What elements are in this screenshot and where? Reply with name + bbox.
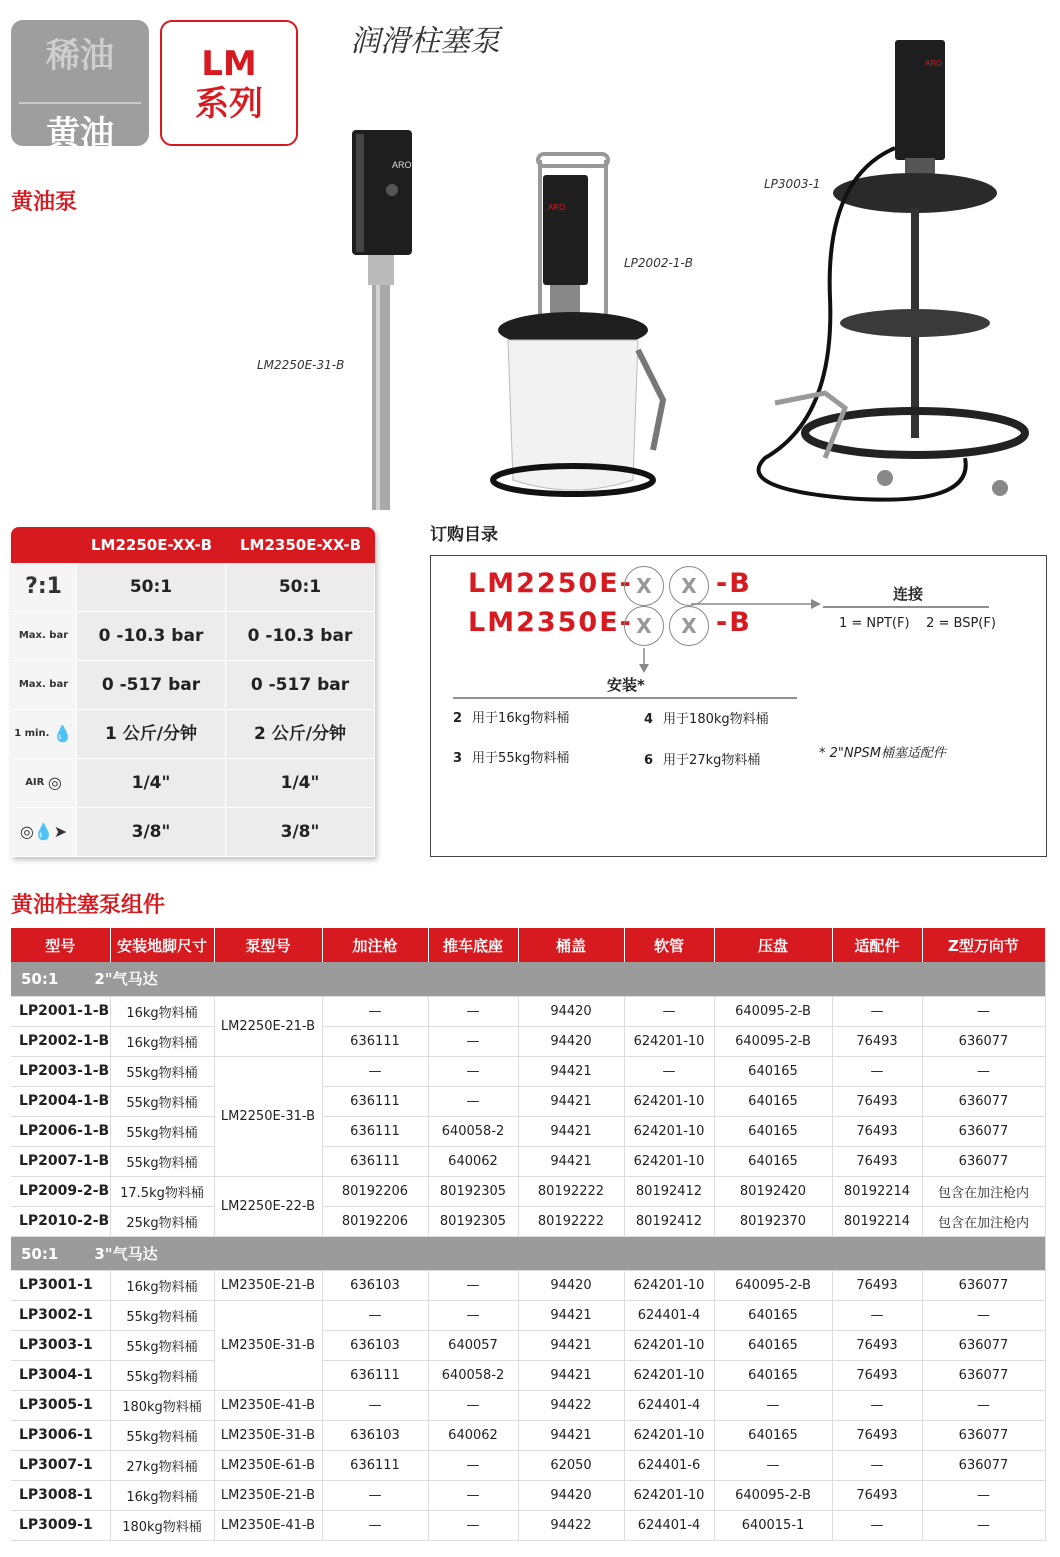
section-title-grease-pump: 黄油泵: [11, 190, 78, 215]
table-cell: 55kg物料桶: [110, 1056, 214, 1086]
table-cell: —: [428, 1086, 518, 1116]
table-cell: LP3008-1: [11, 1480, 110, 1510]
col-header-adapter: 适配件: [832, 928, 922, 962]
table-cell: —: [624, 1056, 714, 1086]
table-cell: 636077: [922, 1270, 1045, 1300]
table-cell: 624401-4: [624, 1390, 714, 1420]
table-cell: 636077: [922, 1330, 1045, 1360]
table-cell: 16kg物料桶: [110, 1026, 214, 1056]
table-row: [11, 1510, 1045, 1540]
model-code-lm2350e: LM2350E-: [468, 607, 633, 638]
table-cell: 180kg物料桶: [110, 1390, 214, 1420]
table-cell: LP2001-1-B: [11, 996, 110, 1026]
table-cell: —: [832, 1300, 922, 1330]
table-cell: —: [428, 1056, 518, 1086]
table-cell: 80192412: [624, 1176, 714, 1206]
svg-text:ARO: ARO: [548, 203, 566, 212]
table-row: [11, 1176, 1045, 1206]
table-cell: 636077: [922, 1116, 1045, 1146]
table-cell: 76493: [832, 1420, 922, 1450]
install-option-3: 3 用于55kg物料桶: [453, 751, 570, 766]
caption-pump2: LP2002-1-B: [624, 256, 693, 270]
table-cell: LP2002-1-B: [11, 1026, 110, 1056]
table-cell: —: [428, 1480, 518, 1510]
table-row: [11, 1360, 1045, 1390]
table-cell: 62050: [518, 1450, 624, 1480]
table-row: [11, 1330, 1045, 1360]
tab-grease-label: 黄油: [46, 114, 114, 154]
table-cell: 55kg物料桶: [110, 1360, 214, 1390]
table-cell: —: [832, 1510, 922, 1540]
table-row: [11, 1480, 1045, 1510]
spec-table-header: [11, 527, 375, 563]
table-cell: 640058-2: [428, 1360, 518, 1390]
table-cell: 94421: [518, 1086, 624, 1116]
table-cell: 636103: [322, 1330, 428, 1360]
table-cell: 636077: [922, 1360, 1045, 1390]
table-cell: 94420: [518, 1270, 624, 1300]
table-cell: LM2350E-41-B: [214, 1390, 322, 1420]
pump-image-lp2002: [488, 150, 688, 510]
table-cell: —: [624, 996, 714, 1026]
table-cell: 94421: [518, 1300, 624, 1330]
table-cell: 55kg物料桶: [110, 1086, 214, 1116]
table-cell: 636111: [322, 1086, 428, 1116]
model-suffix: -B: [716, 607, 752, 638]
table-cell: 80192305: [428, 1206, 518, 1236]
table-cell: 80192206: [322, 1206, 428, 1236]
table-cell: 16kg物料桶: [110, 996, 214, 1026]
table-cell: 55kg物料桶: [110, 1330, 214, 1360]
table-cell: 640058-2: [428, 1116, 518, 1146]
table-cell: 包含在加注枪内: [922, 1206, 1045, 1236]
code-placeholder-connection: X: [669, 566, 709, 606]
section-title-parts: 黄油柱塞泵组件: [11, 893, 166, 918]
caption-pump3: LP3003-1: [764, 177, 821, 191]
table-row: [11, 1206, 1045, 1236]
col-header-cover: 桶盖: [518, 928, 624, 962]
install-option-4: 4 用于180kg物料桶: [644, 712, 769, 727]
table-cell: LM2350E-41-B: [214, 1510, 322, 1540]
col-header-gun: 加注枪: [322, 928, 428, 962]
table-cell: 55kg物料桶: [110, 1420, 214, 1450]
table-cell: 80192420: [714, 1176, 832, 1206]
pump-image-lm2250e: [340, 120, 430, 520]
air-pressure-icon: Max. bar: [11, 612, 77, 660]
table-cell: —: [428, 1450, 518, 1480]
table-cell: 624201-10: [624, 1270, 714, 1300]
table-cell: 55kg物料桶: [110, 1300, 214, 1330]
model-suffix: -B: [716, 568, 752, 599]
table-cell: 636077: [922, 1146, 1045, 1176]
spec-table: [11, 527, 375, 857]
table-cell: LP3004-1: [11, 1360, 110, 1390]
tab-oil-label: 稀油: [46, 36, 114, 76]
table-cell: 16kg物料桶: [110, 1270, 214, 1300]
table-cell: 636077: [922, 1420, 1045, 1450]
table-cell: 80192222: [518, 1206, 624, 1236]
group-ratio: 50:1: [21, 970, 59, 989]
table-cell: 640165: [714, 1360, 832, 1390]
table-cell: 624201-10: [624, 1086, 714, 1116]
table-cell: 80192305: [428, 1176, 518, 1206]
code-placeholder-install: X: [624, 606, 664, 646]
table-cell: LM2350E-21-B: [214, 1480, 322, 1510]
category-tab-oil-grease[interactable]: [11, 20, 149, 154]
table-cell: 640165: [714, 1420, 832, 1450]
table-cell: —: [322, 1300, 428, 1330]
table-cell: 640165: [714, 1086, 832, 1116]
spec-value: 1 公斤/分钟: [77, 710, 226, 758]
table-cell: 640165: [714, 1116, 832, 1146]
table-row: [11, 1116, 1045, 1146]
connection-options: 1 = NPT(F) 2 = BSP(F): [839, 616, 996, 631]
table-cell: —: [322, 1056, 428, 1086]
table-cell: 80192370: [714, 1206, 832, 1236]
table-cell: —: [714, 1390, 832, 1420]
table-row: [11, 1270, 1045, 1300]
table-cell: LP3009-1: [11, 1510, 110, 1540]
col-header-model: 型号: [11, 928, 110, 962]
table-cell: 94421: [518, 1146, 624, 1176]
spec-row-flow: [11, 710, 375, 759]
table-row: [11, 1390, 1045, 1420]
table-cell: 94420: [518, 1480, 624, 1510]
table-cell: 80192222: [518, 1176, 624, 1206]
table-cell: 25kg物料桶: [110, 1206, 214, 1236]
page-title: 润滑柱塞泵: [350, 24, 500, 59]
table-cell: —: [922, 1300, 1045, 1330]
model-code-lm2250e: LM2250E-: [468, 568, 633, 599]
table-cell: 624401-4: [624, 1510, 714, 1540]
table-cell: —: [428, 996, 518, 1026]
table-cell: 80192214: [832, 1206, 922, 1236]
table-cell: 76493: [832, 1360, 922, 1390]
table-cell: LP2009-2-B: [11, 1176, 110, 1206]
table-cell: 640095-2-B: [714, 996, 832, 1026]
table-cell: 80192206: [322, 1176, 428, 1206]
spec-value: 3/8": [226, 808, 375, 856]
table-cell: 624201-10: [624, 1330, 714, 1360]
table-row: [11, 1450, 1045, 1480]
table-cell: LP2003-1-B: [11, 1056, 110, 1086]
table-cell: LP2007-1-B: [11, 1146, 110, 1176]
table-cell: 94422: [518, 1510, 624, 1540]
parts-table: [11, 928, 1046, 1541]
table-cell: 636111: [322, 1026, 428, 1056]
table-cell: 636077: [922, 1026, 1045, 1056]
table-cell: 640165: [714, 1056, 832, 1086]
table-cell: LM2350E-31-B: [214, 1420, 322, 1450]
code-placeholder-connection: X: [669, 606, 709, 646]
table-cell: —: [922, 1510, 1045, 1540]
table-cell: LM2350E-61-B: [214, 1450, 322, 1480]
table-cell: LM2350E-21-B: [214, 1270, 322, 1300]
spec-value: 0 -10.3 bar: [77, 612, 226, 660]
spec-value: 1/4": [226, 759, 375, 807]
table-row: [11, 996, 1045, 1026]
table-cell: 94421: [518, 1330, 624, 1360]
col-header-mount: 安装地脚尺寸: [110, 928, 214, 962]
table-cell: 55kg物料桶: [110, 1116, 214, 1146]
table-cell: 80192412: [624, 1206, 714, 1236]
table-cell: 640095-2-B: [714, 1026, 832, 1056]
install-option-6: 6 用于27kg物料桶: [644, 753, 761, 768]
table-cell: LP3006-1: [11, 1420, 110, 1450]
table-cell: —: [832, 1450, 922, 1480]
group-ratio: 50:1: [21, 1244, 59, 1263]
series-name: LM: [201, 44, 257, 84]
table-cell: 640062: [428, 1420, 518, 1450]
svg-text:ARO: ARO: [925, 59, 943, 68]
table-cell: LP2004-1-B: [11, 1086, 110, 1116]
table-cell: 640165: [714, 1300, 832, 1330]
table-cell: 94420: [518, 996, 624, 1026]
table-cell: 27kg物料桶: [110, 1450, 214, 1480]
series-badge: [160, 20, 298, 146]
ratio-icon: ?:1: [11, 563, 77, 611]
table-cell: 624201-10: [624, 1116, 714, 1146]
table-cell: LM2350E-31-B: [214, 1300, 322, 1390]
table-cell: —: [322, 1390, 428, 1420]
table-cell: LM2250E-22-B: [214, 1176, 322, 1236]
table-cell: 94420: [518, 1026, 624, 1056]
table-cell: 180kg物料桶: [110, 1510, 214, 1540]
ordering-box: [430, 555, 1047, 857]
flow-icon: 1 min. 💧: [11, 710, 77, 758]
table-cell: 76493: [832, 1270, 922, 1300]
series-suffix: 系列: [195, 84, 263, 124]
col-header-hose: 软管: [624, 928, 714, 962]
table-cell: 636111: [322, 1450, 428, 1480]
table-cell: 80192214: [832, 1176, 922, 1206]
table-cell: 640095-2-B: [714, 1270, 832, 1300]
table-cell: 636111: [322, 1360, 428, 1390]
col-header-pump: 泵型号: [214, 928, 322, 962]
table-cell: LP3005-1: [11, 1390, 110, 1420]
table-cell: LP2010-2-B: [11, 1206, 110, 1236]
ordering-title: 订购目录: [430, 525, 498, 545]
table-row: [11, 1420, 1045, 1450]
code-placeholder-install: X: [624, 566, 664, 606]
table-cell: —: [832, 996, 922, 1026]
svg-text:ARO: ARO: [392, 160, 412, 170]
table-cell: 624201-10: [624, 1480, 714, 1510]
table-cell: —: [922, 1056, 1045, 1086]
table-cell: 76493: [832, 1330, 922, 1360]
table-cell: —: [322, 996, 428, 1026]
spec-row-fluid-pressure: [11, 661, 375, 710]
table-cell: 624201-10: [624, 1420, 714, 1450]
table-cell: 640057: [428, 1330, 518, 1360]
table-cell: 包含在加注枪内: [922, 1176, 1045, 1206]
spec-value: 0 -517 bar: [226, 661, 375, 709]
spec-value: 2 公斤/分钟: [226, 710, 375, 758]
table-cell: —: [832, 1390, 922, 1420]
table-cell: 624201-10: [624, 1146, 714, 1176]
table-cell: 624401-6: [624, 1450, 714, 1480]
fluid-pressure-icon: Max. bar: [11, 661, 77, 709]
table-cell: 94421: [518, 1420, 624, 1450]
table-cell: 17.5kg物料桶: [110, 1176, 214, 1206]
connection-label: 连接: [893, 585, 924, 603]
spec-row-air-pressure: [11, 612, 375, 661]
table-cell: 94421: [518, 1360, 624, 1390]
install-option-2: 2 用于16kg物料桶: [453, 711, 570, 726]
table-cell: 636077: [922, 1450, 1045, 1480]
spec-header-lm2250e: LM2250E-XX-B: [90, 536, 213, 554]
spec-value: 50:1: [77, 563, 226, 611]
table-cell: 76493: [832, 1116, 922, 1146]
table-cell: 76493: [832, 1146, 922, 1176]
group-row: [11, 962, 1045, 996]
col-header-cart: 推车底座: [428, 928, 518, 962]
group-row: [11, 1236, 1045, 1270]
table-cell: 16kg物料桶: [110, 1480, 214, 1510]
table-cell: —: [428, 1510, 518, 1540]
table-cell: —: [428, 1270, 518, 1300]
table-cell: 636103: [322, 1270, 428, 1300]
table-cell: 624201-10: [624, 1026, 714, 1056]
table-cell: 55kg物料桶: [110, 1146, 214, 1176]
spec-row-air-inlet: [11, 759, 375, 808]
group-motor: 2"气马达: [94, 970, 158, 989]
footnote-npsm: * 2"NPSM桶塞适配件: [819, 746, 946, 761]
table-cell: 624401-4: [624, 1300, 714, 1330]
table-row: [11, 1086, 1045, 1116]
table-cell: LM2250E-31-B: [214, 1056, 322, 1176]
table-cell: 640095-2-B: [714, 1480, 832, 1510]
parts-table-header: [11, 928, 1045, 962]
table-cell: —: [322, 1480, 428, 1510]
table-cell: LP2006-1-B: [11, 1116, 110, 1146]
caption-pump1: LM2250E-31-B: [257, 358, 345, 372]
table-cell: —: [428, 1390, 518, 1420]
table-cell: —: [922, 1480, 1045, 1510]
table-cell: 76493: [832, 1086, 922, 1116]
table-cell: 640165: [714, 1146, 832, 1176]
install-label: 安装*: [607, 676, 645, 694]
table-row: [11, 1026, 1045, 1056]
table-cell: —: [428, 1026, 518, 1056]
table-cell: 76493: [832, 1026, 922, 1056]
spec-value: 0 -517 bar: [77, 661, 226, 709]
table-cell: 636111: [322, 1116, 428, 1146]
table-cell: LP3002-1: [11, 1300, 110, 1330]
spec-row-ratio: [11, 563, 375, 612]
table-row: [11, 1146, 1045, 1176]
spec-value: 0 -10.3 bar: [226, 612, 375, 660]
table-cell: —: [832, 1056, 922, 1086]
spec-value: 3/8": [77, 808, 226, 856]
table-cell: 636077: [922, 1086, 1045, 1116]
spec-value: 50:1: [226, 563, 375, 611]
table-cell: —: [922, 996, 1045, 1026]
table-cell: 94422: [518, 1390, 624, 1420]
table-cell: LP3003-1: [11, 1330, 110, 1360]
table-cell: —: [922, 1390, 1045, 1420]
fluid-outlet-icon: ◎💧➤: [11, 808, 77, 856]
table-cell: LP3007-1: [11, 1450, 110, 1480]
table-cell: 636103: [322, 1420, 428, 1450]
table-cell: 624201-10: [624, 1360, 714, 1390]
table-cell: 636111: [322, 1146, 428, 1176]
spec-value: 1/4": [77, 759, 226, 807]
table-cell: —: [322, 1510, 428, 1540]
table-cell: 640165: [714, 1330, 832, 1360]
table-cell: 76493: [832, 1480, 922, 1510]
table-cell: LP3001-1: [11, 1270, 110, 1300]
table-row: [11, 1300, 1045, 1330]
spec-header-lm2350e: LM2350E-XX-B: [239, 536, 362, 554]
table-cell: 640062: [428, 1146, 518, 1176]
air-inlet-icon: AIR ◎: [11, 759, 77, 807]
spec-row-fluid-outlet: [11, 808, 375, 857]
table-cell: 94421: [518, 1056, 624, 1086]
col-header-plate: 压盘: [714, 928, 832, 962]
table-cell: 640015-1: [714, 1510, 832, 1540]
col-header-swivel: Z型万向节: [922, 928, 1045, 962]
table-cell: 94421: [518, 1116, 624, 1146]
pump-image-lp3003: [725, 38, 1035, 508]
group-motor: 3"气马达: [94, 1244, 158, 1263]
table-cell: LM2250E-21-B: [214, 996, 322, 1056]
table-row: [11, 1056, 1045, 1086]
table-cell: —: [714, 1450, 832, 1480]
table-cell: —: [428, 1300, 518, 1330]
tab-divider: [19, 102, 141, 104]
